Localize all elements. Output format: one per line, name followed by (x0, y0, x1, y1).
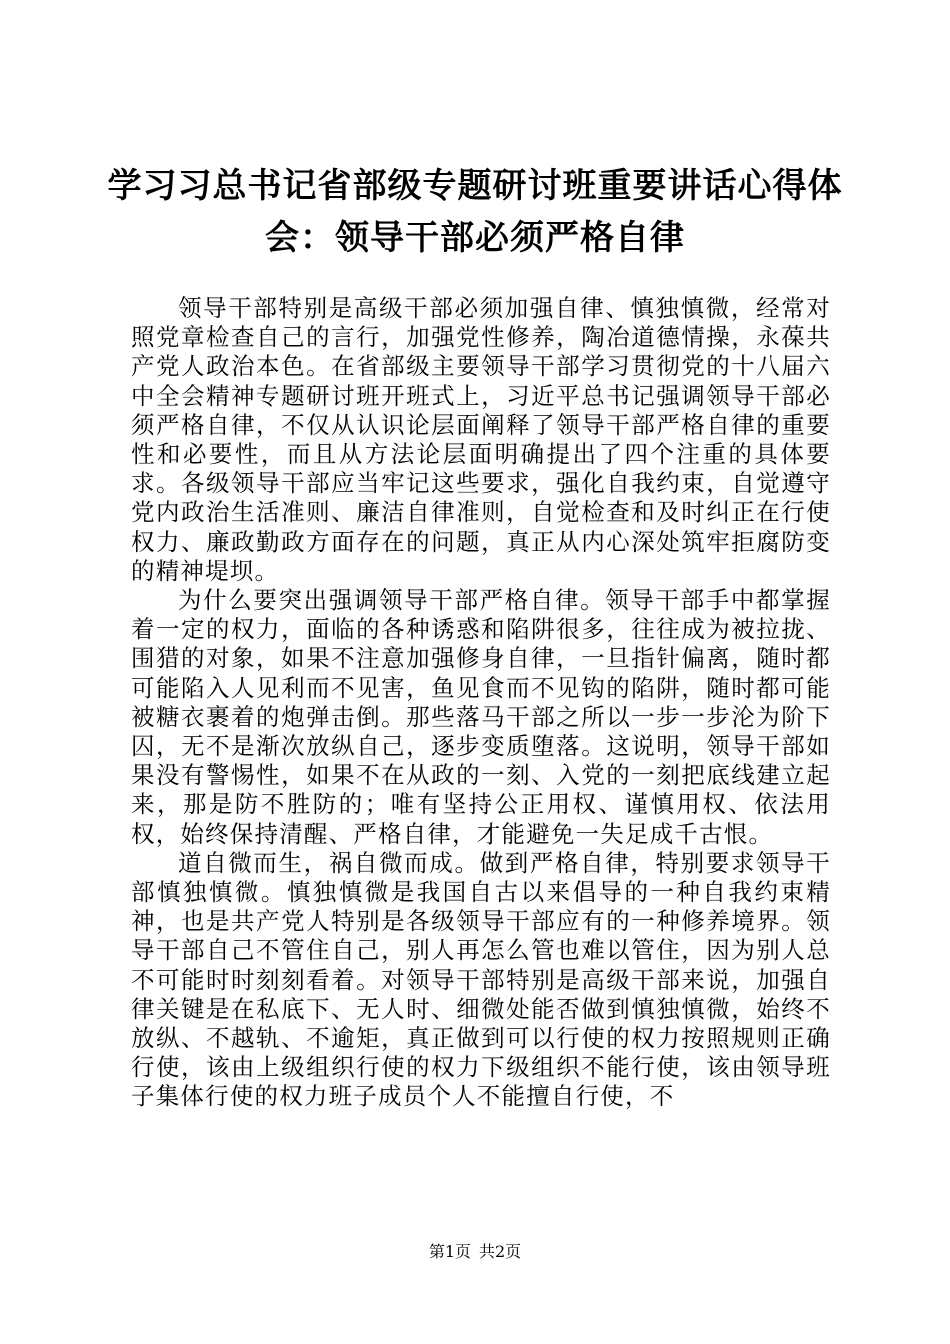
paragraph: 为什么要突出强调领导干部严格自律。领导干部手中都掌握着一定的权力，面临的各种诱惑和陷阱很多，往往成为被拉拢、围猎的对象，如果不注意加强修身自律，一旦指针偏离，随时都可能陷入人见利而不见害，鱼见食而不见钩的陷阱，随时都可能被糖衣裹着的炮弹击倒。那些落马干部之所以一步一步沦为阶下囚，无不是渐次放纵自己，逐步变质堕落。这说明，领导干部如果没有警惕性，如果不在从政的一刻、入党的一刻把底线建立起来，那是防不胜防的；唯有坚持公正用权、谨慎用权、依法用权，始终保持清醒、严格自律，才能避免一失足成千古恨。 (131, 586, 831, 848)
page-number-total: 共2页 (479, 1242, 522, 1261)
document-body (131, 294, 831, 1112)
paragraph: 领导干部特别是高级干部必须加强自律、慎独慎微，经常对照党章检查自己的言行，加强党性修养，陶冶道德情操，永葆共产党人政治本色。在省部级主要领导干部学习贯彻党的十八届六中全会精神专题研讨班开班式上，习近平总书记强调领导干部必须严格自律，不仅从认识论层面阐释了领导干部严格自律的重要性和必要性，而且从方法论层面明确提出了四个注重的具体要求。各级领导干部应当牢记这些要求，强化自我约束，自觉遵守党内政治生活准则、廉洁自律准则，自觉检查和及时纠正在行使权力、廉政勤政方面存在的问题，真正从内心深处筑牢拒腐防变的精神堤坝。 (131, 294, 831, 585)
paragraph: 道自微而生，祸自微而成。做到严格自律，特别要求领导干部慎独慎微。慎独慎微是我国自古以来倡导的一种自我约束精神，也是共产党人特别是各级领导干部应有的一种修养境界。领导干部自己不管住自己，别人再怎么管也难以管住，因为别人总不可能时时刻刻看着。对领导干部特别是高级干部来说，加强自律关键是在私底下、无人时、细微处能否做到慎独慎微，始终不放纵、不越轨、不逾矩，真正做到可以行使的权力按照规则正确行使，该由上级组织行使的权力下级组织不能行使，该由领导班子集体行使的权力班子成员个人不能擅自行使，不 (131, 848, 831, 1111)
page-footer (0, 1242, 950, 1262)
document-title: 学习习总书记省部级专题研讨班重要讲话心得体会：领导干部必须严格自律 (107, 166, 843, 258)
page-number-current: 第1页 (428, 1242, 471, 1261)
